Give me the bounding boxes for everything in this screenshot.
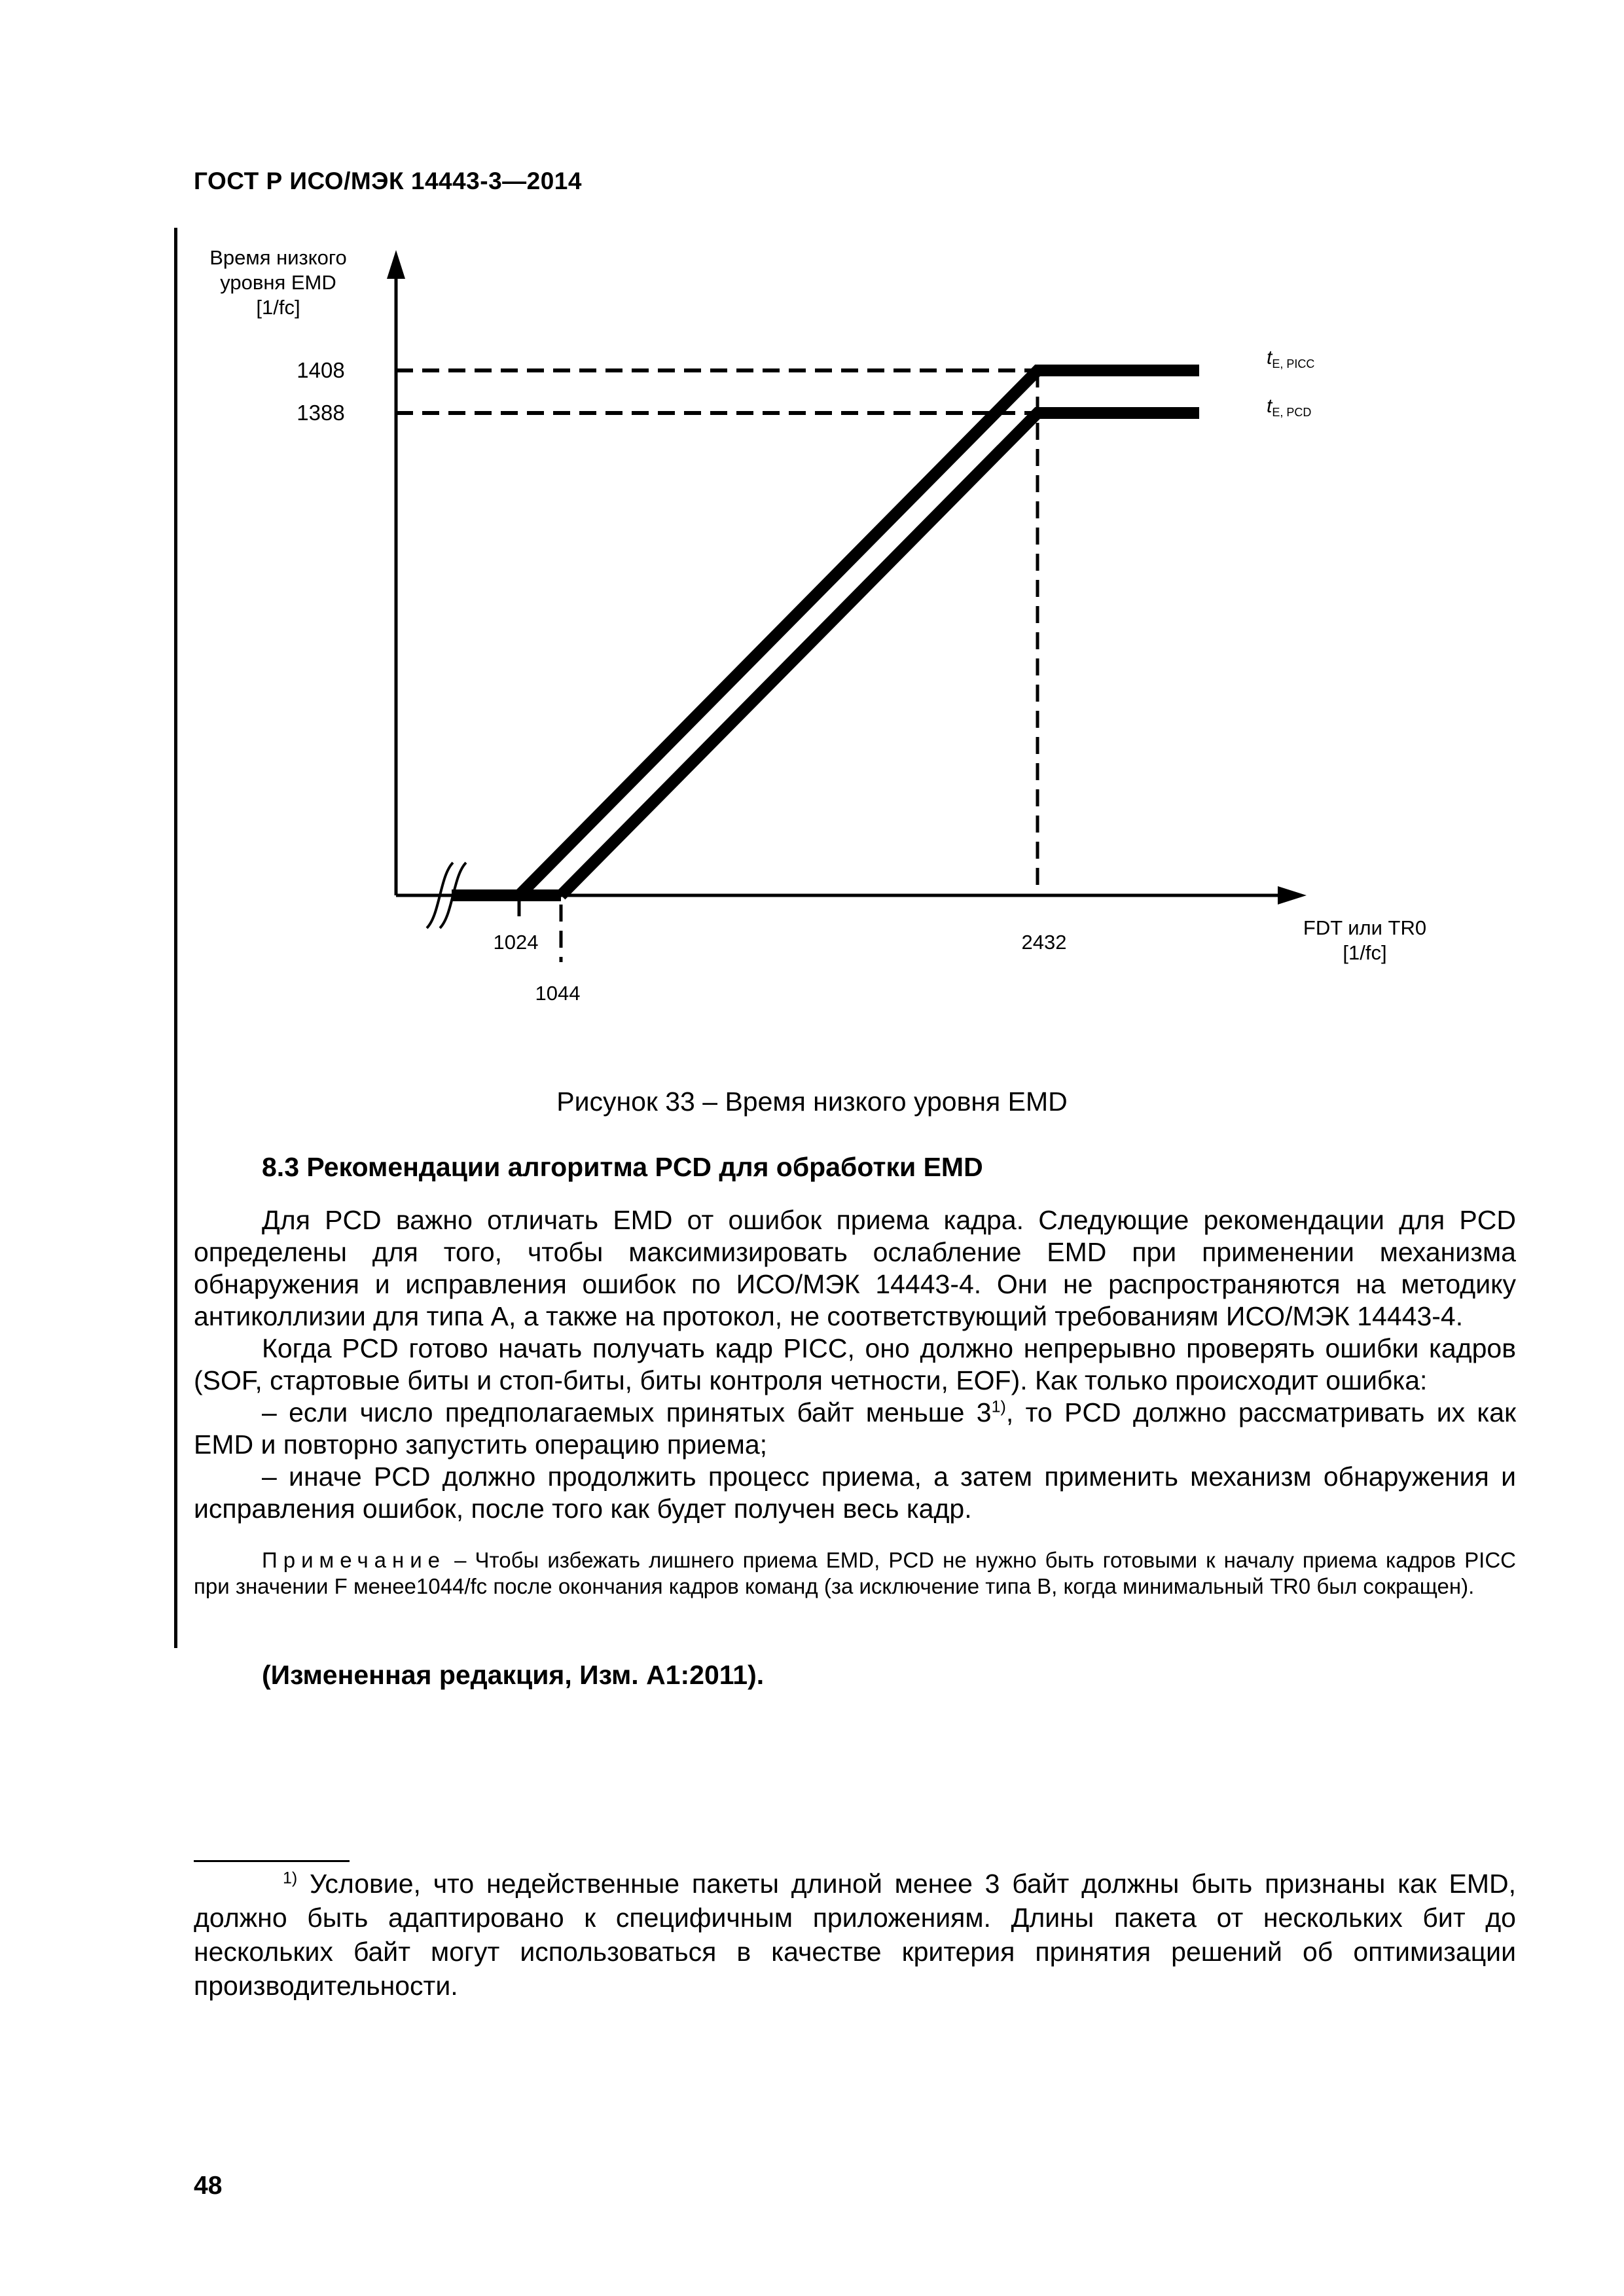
x-tick-1024: 1024 <box>493 931 539 954</box>
amendment-line: (Измененная редакция, Изм. А1:2011). <box>262 1660 765 1690</box>
x-tick-2432: 2432 <box>1021 931 1067 954</box>
section-title: 8.3 Рекомендации алгоритма PCD для обработки EMD <box>262 1152 983 1182</box>
footnote-text: Условие, что недейственные пакеты длиной менее 3 байт должны быть признаны как EMD, должно быть адаптировано к специфичным приложениям. Длины пакета от нескольких бит до нескольких байт могут использоваться в качестве критерия принятия решений об оптимизации производительности. <box>194 1869 1516 2001</box>
label-te-picc: $t_{E, PICC}$ <box>1267 347 1315 370</box>
bullet-2: – иначе PCD должно продолжить процесс приема, а затем применить механизм обнаружения и исправления ошибок, после того как будет получен весь кадр. <box>194 1462 1516 1524</box>
x-axis-unit: [1/fc] <box>1343 941 1387 964</box>
page-number: 48 <box>194 2172 223 2200</box>
note-label: Примечание <box>262 1548 446 1572</box>
paragraph-1: Для PCD важно отличать EMD от ошибок приема кадра. Следующие рекомендации для PCD определены для того, чтобы максимизировать ослабление EMD при применении механизма обнаружения и исправления ошибок по ИСО/МЭК 14443-4. Они не распространяются на методику антиколлизии для типа A, а также на протокол, не соответствующий требованиям ИСО/МЭК 14443-4. <box>194 1205 1516 1331</box>
curve-te-picc <box>519 370 1199 895</box>
x-axis-arrow <box>1278 886 1307 905</box>
curve-te-pcd <box>561 413 1199 895</box>
x-tick-1044: 1044 <box>535 982 581 1005</box>
note <box>194 1547 1516 1600</box>
footnote-marker: 1) <box>283 1869 298 1888</box>
paragraph-2: Когда PCD готово начать получать кадр PICC, оно должно непрерывно проверять ошибки кадров (SOF, стартовые биты и стоп-биты, биты контроля четности, EOF). Как только происходит ошибка: <box>194 1333 1516 1395</box>
y-tick-1388: 1388 <box>297 401 345 425</box>
emd-time-chart <box>0 0 1624 1086</box>
note-text: – Чтобы избежать лишнего приема EMD, PCD не нужно быть готовыми к началу приема кадров PICC при значении F менее1044/fc после окончания кадров команд (за исключение типа B, когда минимальный TR0 был сокращен). <box>194 1548 1516 1598</box>
footnote-rule <box>194 1860 350 1862</box>
x-axis-label: FDT или TR0 <box>1303 916 1427 939</box>
document-header: ГОСТ Р ИСО/МЭК 14443-3—2014 <box>194 168 582 194</box>
bullet-1-text-b: , то PCD должно рассматривать их как EMD и повторно запустить операцию приема; <box>194 1397 1517 1460</box>
y-axis-label-line2: уровня EMD <box>220 271 336 294</box>
bullet-1 <box>194 1397 1516 1461</box>
footnote-ref: 1) <box>991 1397 1006 1416</box>
y-axis-unit: [1/fc] <box>256 296 300 319</box>
footnote <box>194 1867 1516 2003</box>
y-axis-label-line1: Время низкого <box>209 246 347 269</box>
y-tick-1408: 1408 <box>297 358 345 382</box>
figure-caption: Рисунок 33 – Время низкого уровня EMD <box>556 1086 1068 1117</box>
bullet-1-text-a: – если число предполагаемых принятых байт меньше 3 <box>262 1397 992 1427</box>
label-te-pcd: $t_{E, PCD}$ <box>1267 395 1312 419</box>
y-axis-arrow <box>387 250 405 279</box>
